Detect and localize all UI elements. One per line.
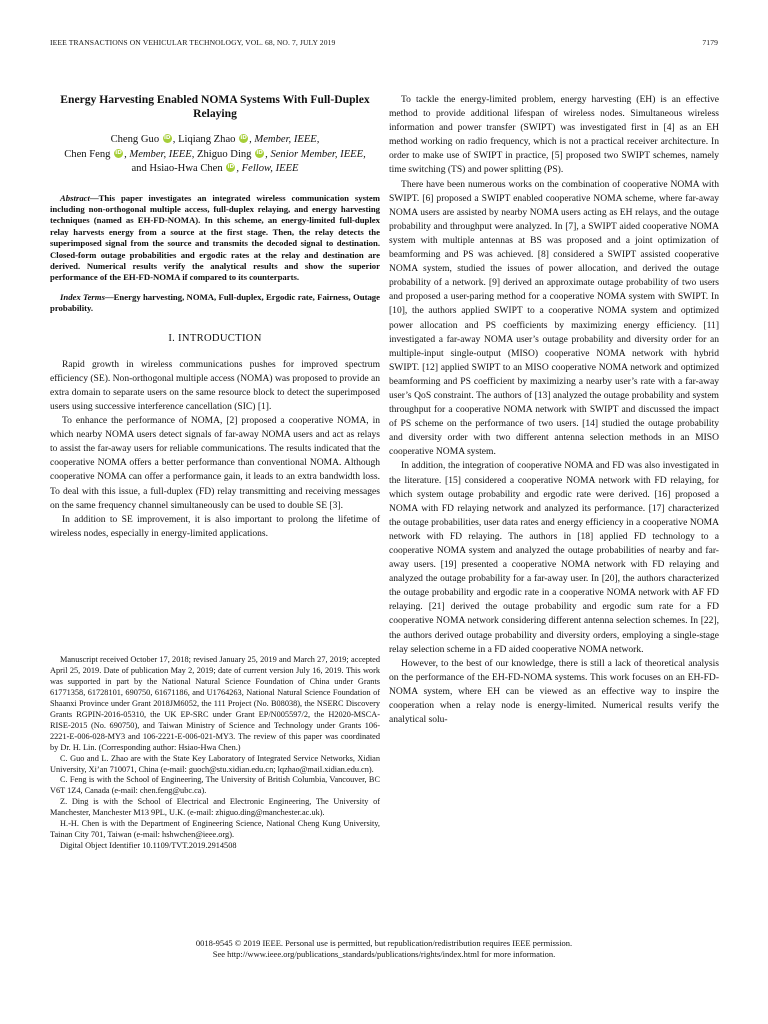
footnote-affiliation: H.-H. Chen is with the Department of Engineering Science, National Cheng Kung University, Tainan City 701, Taiwan (e-mail: hshwchen@ieee.org). (50, 819, 380, 840)
orcid-icon[interactable]: iD (256, 149, 263, 156)
author-name: Cheng Guo (110, 134, 160, 145)
abstract (50, 193, 380, 284)
footnote-doi: Digital Object Identifier 10.1109/TVT.2019.2914508 (60, 841, 237, 851)
author-membership: , Member, IEEE, (249, 134, 320, 145)
body-paragraph: In addition, the integration of cooperative NOMA and FD was also investigated in the literature. [15] considered a cooperative NOMA network with FD relaying, for which system outage probability and ergodic rate were derived. [16] proposed a NOMA with FD relaying network and analyzed its performance. [17] characterized the outage probabilities, user data rates and energy efficiency in a cooperative NOMA network with FD relaying. The authors in [18] applied FD technology to a cooperative NOMA system and analyzed the outage probabilities of nearby and far-away users. [19] presented a cooperative NOMA network with FD relaying and analyzed the outage probability for a far-away user. In [20], the authors characterized the outage probability and ergodic rate in a cooperative NOMA network with AF FD relaying. [21] derived the outage probability and ergodic sum rate for a FD cooperative NOMA network considering different antenna selection schemes. In [22], the authors derived outage probability and diversity orders, employing a single-stage relay selection scheme in a FD aided cooperative NOMA network. (389, 460, 719, 655)
index-terms (50, 292, 380, 315)
author-membership: , Senior Member, IEEE, (265, 148, 366, 160)
author-membership: , Fellow, IEEE (236, 163, 299, 174)
orcid-icon[interactable]: iD (227, 164, 235, 170)
copyright-line: 0018-9545 © 2019 IEEE. Personal use is permitted, but republication/redistribution requires IEEE permission. (195, 938, 573, 948)
author-name: Chen Feng (64, 148, 111, 160)
copyright-link[interactable]: See http://www.ieee.org/publications_standards/publications/rights/index.html for more information. (212, 949, 556, 959)
footnotes (50, 655, 380, 852)
author-name: , Liqiang Zhao (172, 134, 236, 145)
author-block (50, 133, 380, 177)
section-heading: I. INTRODUCTION (168, 332, 262, 344)
abstract-text: —This paper investigates an integrated wireless communication system including non-orthogonal multiple access, full-duplex relaying, and energy harvesting techniques (named as EH-FD-NOMA). In this scheme, an energy-limited full-duplex relay harvests energy from a source at the first stage. Then, the relay detects the superimposed signal from the source and transmits the decoded signal to destination. Closed-form outage probabilities and ergodic rates at the relay and destination are derived. Numerical results verify the analytical results and show the superior performance of the EH-FD-NOMA if compared to its counterparts. (50, 192, 380, 283)
body-paragraph: There have been numerous works on the combination of cooperative NOMA with SWIPT. [6] proposed a SWIPT enabled cooperative NOMA scheme, where far-away NOMA users are assisted by nearby NOMA users acting as EH relays, and the outage probability and throughput were analyzed. In [7], a SWIPT aided cooperative NOMA system with multiple antennas at BS was proposed and a joint optimization of beamforming and PS was achieved. [8] considered a SWIPT assisted cooperative NOMA system, studied the issues of power allocation, and derived the outage probability of a network. [9] derived an approximate outage probability of two users and proposed a user-paring method for a cooperative NOMA system with SWIPT. In [10], the authors applied SWIPT to a cooperative NOMA system and optimized power allocation and PS coefficients by maximizing energy efficiency. [11] investigated a far-away NOMA user’s outage probability and diversity order for an multiple-input single-output (MISO) cooperative NOMA network with hybrid SWIPT. [12] applied SWIPT to an MISO cooperative NOMA network and optimized beamforming and PS coefficient by maximizing a nearby user’s rate with a far-away user’s QoS constraint. The authors of [13] analyzed the outage probability and system throughput for a cooperative NOMA network with SWIPT and discussed the impact of PS scheme on the performance of two users. [14] studied the outage probability and diversity order with two different antenna selection methods in an MISO cooperative NOMA system. (389, 178, 719, 458)
body-paragraph: To enhance the performance of NOMA, [2] proposed a cooperative NOMA, in which nearby NOMA users detect signals of far-away NOMA users and act as relays to assist the far-away users for reliable communications. The results indicated that the cooperative NOMA offers a better performance than conventional NOMA. Although cooperative NOMA can offer a performance gain, it leads to an extra bandwidth loss. To deal with this issue, a full-duplex (FD) relay transmitting and receiving messages on the same frequency channel simultaneously can be used to double SE [3]. (50, 415, 380, 511)
running-header (50, 38, 718, 50)
orcid-icon[interactable]: iD (240, 135, 247, 141)
index-terms-text: —Energy harvesting, NOMA, Full-duplex, Ergodic rate, Fairness, Outage probability. (50, 291, 381, 314)
footnote-manuscript: Manuscript received October 17, 2018; revised January 25, 2019 and March 27, 2019; accepted April 25, 2019. Date of publication May 2, 2019; date of current version July 16, 2019. This work was supported in part by the National Natural Science Foundation of China under Grants 61771358, 61728101, 690750, 61671186, and U1764263, National Natural Science Foundation of Shaanxi Province under Grant 2018JM6052, the 111 Project (No. B08038), the NSERC Discovery Grants RGPIN-2016-05310, the UK EP-SRC under Grant EP/N005597/2, the H2020-MSCA-RISE-2015 (No. 690750), and Taiwan Ministry of Science and Technology under Grants 106-2221-E-006-028-MY3 and 106-2221-E-006-021-MY3. The review of this paper was coordinated by Dr. H. Lin. (Corresponding author: Hsiao-Hwa Chen.) (50, 655, 380, 752)
author-name: Zhiguo Ding (194, 148, 252, 160)
author-name: and Hsiao-Hwa Chen (131, 163, 223, 174)
orcid-icon[interactable]: iD (115, 149, 122, 156)
footnote-affiliation: C. Guo and L. Zhao are with the State Key Laboratory of Integrated Service Networks, Xidian University, Xi’an 710071, China (e-mail: guoch@stu.xidian.edu.cn; lqzhao@mail.xidian.edu.cn). (50, 753, 380, 774)
body-paragraph: Rapid growth in wireless communications pushes for improved spectrum efficiency (SE). Non-orthogonal multiple access (NOMA) was proposed to provide an extra domain to separate users on the same resource block to detect the superimposed users using successive interference cancellation (SIC) [1]. (50, 358, 380, 412)
orcid-icon[interactable]: iD (164, 135, 171, 141)
right-column (389, 93, 719, 727)
page-number: 7179 (702, 38, 718, 47)
body-paragraph: To tackle the energy-limited problem, energy harvesting (EH) is an effective method to provide additional lifespan of wireless nodes. Simultaneous wireless information and power transfer (SWIPT) was investigated first in [4] as an EH method working on radio frequency, which is not a practical receiver architecture. In order to make use of SWIPT in practice, [5] proposed two SWIPT schemes, namely time switching (TS) and power splitting (PS). (389, 94, 719, 176)
left-column (50, 93, 380, 541)
body-paragraph: However, to the best of our knowledge, there is still a lack of theoretical analysis on the performance of the EH-FD-NOMA systems. This work focuses on an EH-FD-NOMA system, where EH can be viewed as an effective way to inspire the cooperation when a relay node is energy-limited. Numerical results verify the analytical solu- (389, 657, 719, 726)
paper-title: Energy Harvesting Enabled NOMA Systems With Full-Duplex Relaying (60, 93, 370, 120)
body-paragraph: In addition to SE improvement, it is also important to prolong the lifetime of wireless nodes, especially in energy-limited applications. (50, 513, 380, 539)
journal-title: IEEE TRANSACTIONS ON VEHICULAR TECHNOLOGY, VOL. 68, NO. 7, JULY 2019 (50, 38, 336, 47)
footnote-affiliation: Z. Ding is with the School of Electrical and Electronic Engineering, The University of Manchester, Manchester M13 9PL, U.K. (e-mail: zhiguo.ding@manchester.ac.uk). (50, 797, 380, 818)
index-terms-label: Index Terms (60, 291, 105, 302)
abstract-label: Abstract (60, 192, 90, 203)
footnote-affiliation: C. Feng is with the School of Engineering, The University of British Columbia, Vancouver, BC V6T 1Z4, Canada (e-mail: chen.feng@ubc.ca). (50, 775, 380, 796)
author-membership: , Member, IEEE, (124, 148, 195, 160)
copyright-notice (50, 938, 718, 960)
